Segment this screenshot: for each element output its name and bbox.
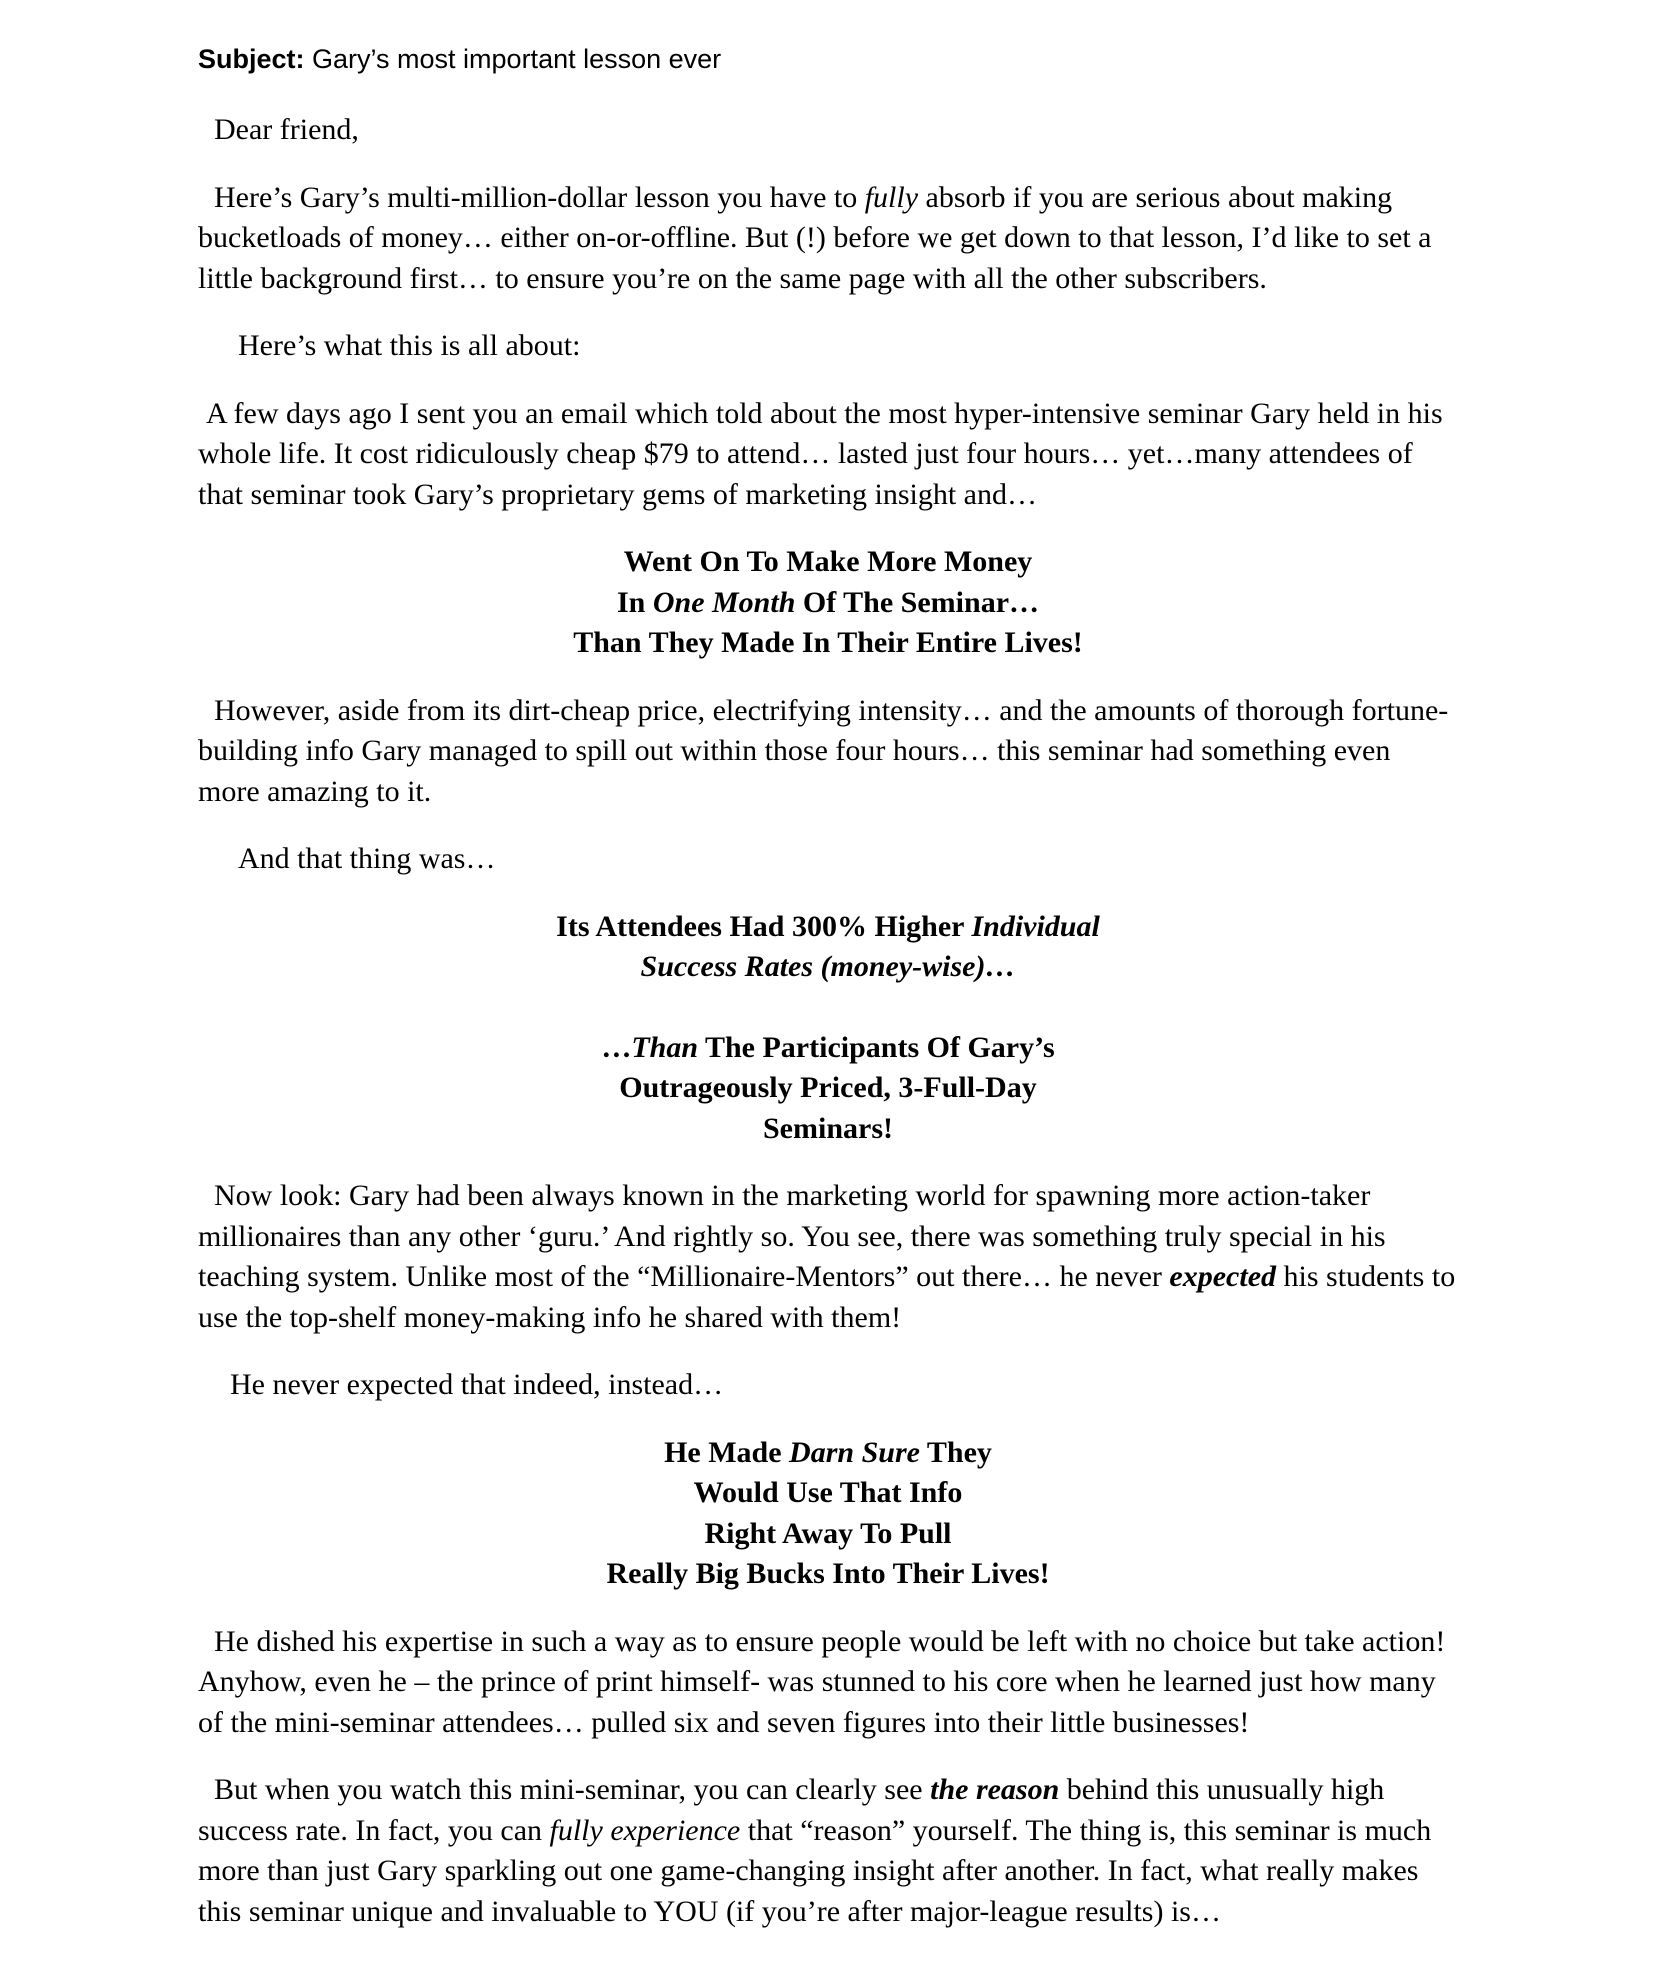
greeting: Dear friend, (214, 113, 359, 146)
headline-1-line-2-a: In (616, 585, 653, 619)
headline-2-line-2 (198, 947, 1458, 988)
headline-2-line-3-b: The Participants Of Gary’s (698, 1030, 1055, 1064)
headline-2-line-1-a: Its Attendees Had 300% Higher (556, 909, 972, 943)
paragraph-1-text-b: absorb if you are serious about making bucketloads of money… either on-or-offline. But (!) before we get down to that lesson, I’d like to set a little background first… to ensure you’re on the same page with all the other subscribers. (198, 180, 1432, 295)
paragraph-6-strong: expected (1169, 1260, 1277, 1293)
headline-1-line-2 (198, 583, 1458, 624)
headline-1-line-3: Than They Made In Their Entire Lives! (573, 626, 1083, 659)
headline-2-line-4: Outrageously Priced, 3-Full-Day (619, 1071, 1037, 1104)
paragraph-2: Here’s what this is all about: (238, 329, 581, 362)
paragraph-1-emphasis: fully (864, 180, 919, 214)
paragraph-9-text-c: that “reason” yourself. The thing is, this seminar is much more than just Gary sparkling out one game-changing insight after another. In fact, what really makes this seminar unique and invaluable to YOU (if you’re after major-league results) is… (198, 1813, 1432, 1928)
paragraph-3: A few days ago I sent you an email which told about the most hyper-intensive seminar Gary held in his whole life. It cost ridiculously cheap $79 to attend… lasted just four hours… yet…many attendees of that seminar took Gary’s proprietary gems of marketing insight and… (198, 396, 1443, 511)
paragraph-9-text-b: behind this unusually high success rate. In fact, you can (198, 1773, 1385, 1847)
headline-3-line-4: Really Big Bucks Into Their Lives! (606, 1557, 1050, 1590)
headline-3-line-1 (198, 1433, 1458, 1474)
headline-2-line-3-a: … (601, 1030, 632, 1064)
paragraph-7: He never expected that indeed, instead… (230, 1368, 724, 1401)
paragraph-6 (198, 1176, 1458, 1338)
paragraph-4: However, aside from its dirt-cheap price, electrifying intensity… and the amounts of thorough fortune-building info Gary managed to spill out within those four hours… this seminar had something even more amazing to it. (198, 693, 1449, 808)
paragraph-9-text-a: But when you watch this mini-seminar, you can clearly see (214, 1773, 931, 1806)
subject-text: Gary’s most important lesson ever (304, 44, 722, 74)
headline-2 (198, 907, 1458, 1150)
paragraph-6-text-b: his students to use the top-shelf money-making info he shared with them! (198, 1260, 1456, 1334)
headline-1-line-1: Went On To Make More Money (623, 545, 1033, 578)
paragraph-5: And that thing was… (238, 842, 496, 875)
headline-2-line-5: Seminars! (763, 1111, 893, 1145)
headline-1-line-2-b: Of The Seminar… (795, 585, 1040, 619)
paragraph-9 (198, 1770, 1458, 1932)
subject-line (198, 40, 1458, 78)
headline-3-line-1-b: They (919, 1435, 992, 1469)
headline-2-line-1-emphasis: Individual (971, 909, 1100, 943)
headline-3-line-1-a: He Made (664, 1435, 790, 1469)
headline-2-line-2-emphasis: Success Rates (money-wise)… (640, 950, 1016, 983)
headline-2-line-3 (198, 1028, 1458, 1069)
paragraph-1 (198, 178, 1458, 300)
headline-3-line-2: Would Use That Info (693, 1476, 963, 1509)
paragraph-1-text-a: Here’s Gary’s multi-million-dollar lesson you have to (214, 180, 865, 214)
headline-3 (198, 1433, 1458, 1595)
headline-1-line-2-emphasis: One Month (652, 585, 796, 619)
headline-3-line-3: Right Away To Pull (704, 1516, 952, 1550)
subject-label: Subject: (198, 44, 305, 74)
headline-2-line-1 (198, 907, 1458, 948)
headline-2-line-3-emphasis: Than (631, 1030, 699, 1064)
paragraph-8: He dished his expertise in such a way as to ensure people would be left with no choice but take action! Anyhow, even he – the prince of print himself- was stunned to his core when he learned just how many of the mini-seminar attendees… pulled six and seven figures into their little businesses! (198, 1624, 1446, 1739)
headline-1 (198, 542, 1458, 664)
headline-3-line-1-emphasis: Darn Sure (789, 1435, 920, 1469)
paragraph-9-emphasis: fully experience (549, 1813, 741, 1847)
document-page (198, 40, 1458, 1959)
paragraph-9-strong: the reason (930, 1773, 1060, 1806)
headline-2-spacer (198, 988, 1458, 1028)
paragraph-6-text-a: Now look: Gary had been always known in the marketing world for spawning more action-taker millionaires than any other ‘guru.’ And rightly so. You see, there was something truly special in his teaching system. Unlike most of the “Millionaire-Mentors” out there… he never (198, 1179, 1386, 1293)
